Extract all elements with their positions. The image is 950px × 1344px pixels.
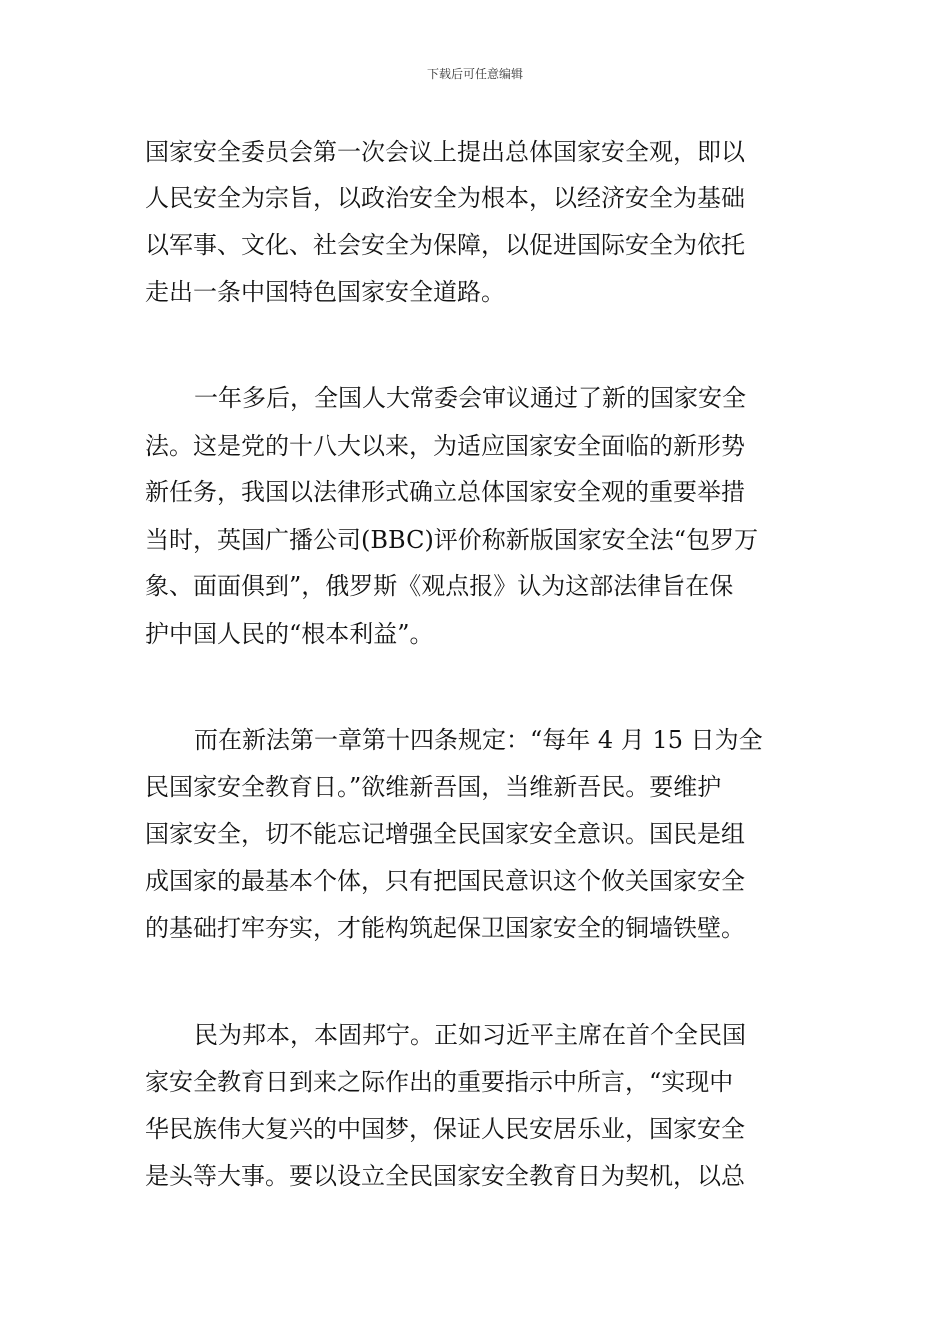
text-line: 走出一条中国特色国家安全道路。 xyxy=(145,278,505,306)
text-line: 新任务，我国以法律形式确立总体国家安全观的重要举措 xyxy=(145,478,745,506)
text-line: 的基础打牢夯实，才能构筑起保卫国家安全的铜墙铁壁。 xyxy=(145,914,745,942)
text-line: 华民族伟大复兴的中国梦，保证人民安居乐业，国家安全 xyxy=(145,1115,745,1143)
text-line: 人民安全为宗旨，以政治安全为根本，以经济安全为基础 xyxy=(145,184,745,212)
page-header: 下载后可任意编辑 xyxy=(426,67,523,81)
text-line: 象、面面俱到”，俄罗斯《观点报》认为这部法律旨在保 xyxy=(145,572,734,600)
text-line: 护中国人民的“根本利益”。 xyxy=(145,620,434,648)
text-line: 一年多后，全国人大常委会审议通过了新的国家安全 xyxy=(194,384,746,412)
text-line: 成国家的最基本个体，只有把国民意识这个攸关国家安全 xyxy=(145,867,745,895)
text-line: 当时，英国广播公司(BBC)评价称新版国家安全法“包罗万 xyxy=(145,526,759,554)
text-line: 以军事、文化、社会安全为保障，以促进国际安全为依托 xyxy=(145,231,745,259)
text-line: 是头等大事。要以设立全民国家安全教育日为契机，以总 xyxy=(145,1162,745,1190)
text-line: 民为邦本，本固邦宁。正如习近平主席在首个全民国 xyxy=(194,1021,746,1049)
text-line: 民国家安全教育日。”欲维新吾国，当维新吾民。要维护 xyxy=(145,773,722,801)
text-line: 法。这是党的十八大以来，为适应国家安全面临的新形势 xyxy=(145,432,745,460)
text-line: 而在新法第一章第十四条规定：“每年 4 月 15 日为全 xyxy=(194,726,763,754)
text-line: 国家安全，切不能忘记增强全民国家安全意识。国民是组 xyxy=(145,820,745,848)
text-line: 家安全教育日到来之际作出的重要指示中所言，“实现中 xyxy=(145,1068,734,1096)
text-line: 国家安全委员会第一次会议上提出总体国家安全观，即以 xyxy=(145,138,745,166)
